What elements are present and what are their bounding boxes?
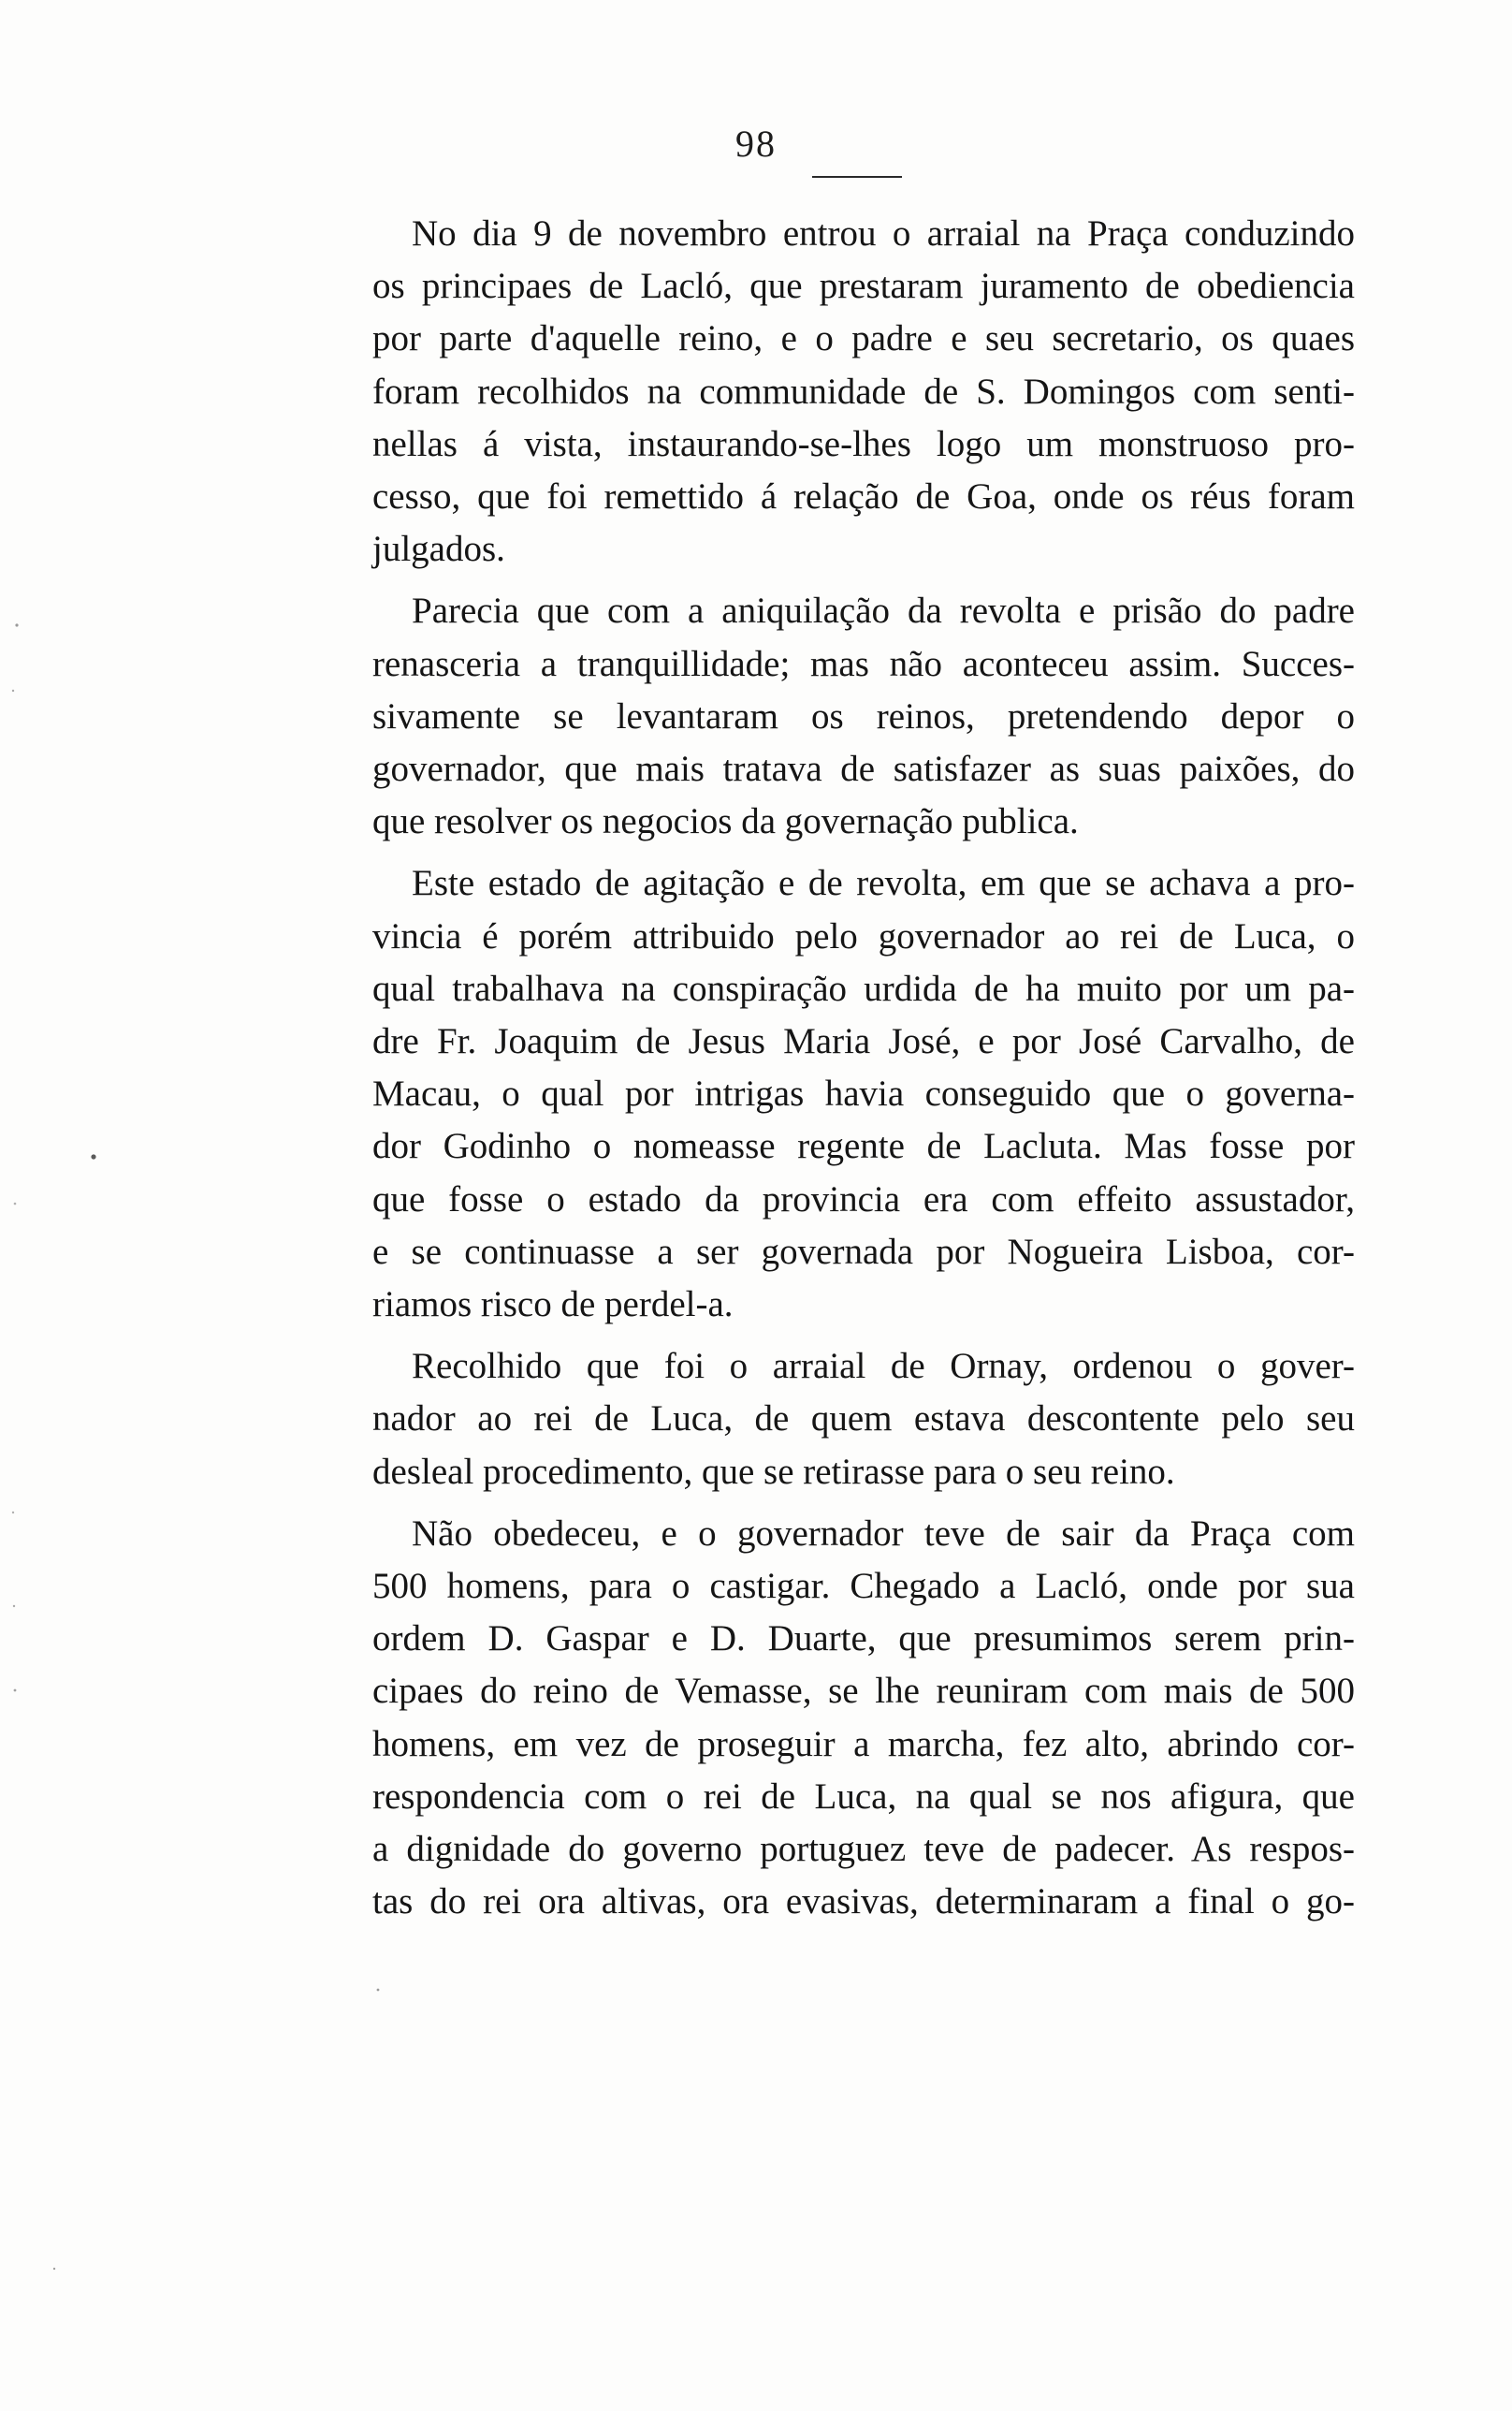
paragraph xyxy=(372,857,1355,1331)
text-line: Não obedeceu, e o governador teve de sair da Praça com xyxy=(412,1512,1355,1554)
text-line: desleal procedimento, que se retirasse para o seu reino. xyxy=(372,1451,1175,1492)
margin-speck xyxy=(15,623,18,626)
text-line: 500 homens, para o castigar. Chegado a Lacló, onde por sua xyxy=(372,1566,1355,1607)
margin-speck xyxy=(377,1989,380,1992)
text-line: No dia 9 de novembro entrou o arraial na Praça conduzindo xyxy=(412,213,1355,254)
margin-speck xyxy=(14,1203,17,1206)
text-line: sivamente se levantaram os reinos, pretendendo depor o xyxy=(372,695,1355,737)
margin-speck xyxy=(12,690,14,692)
page-number: 98 xyxy=(735,123,777,165)
text-line: cesso, que foi remettido á relação de Goa, onde os réus foram xyxy=(372,476,1355,518)
text-line: homens, em vez de proseguir a marcha, fez alto, abrindo cor- xyxy=(372,1723,1355,1764)
text-line: e se continuasse a ser governada por Nogueira Lisboa, cor- xyxy=(372,1231,1355,1272)
text-line: governador, que mais tratava de satisfazer as suas paixões, do xyxy=(372,749,1355,790)
paragraph xyxy=(372,1508,1355,1929)
text-line: Macau, o qual por intrigas havia conseguido que o governa- xyxy=(372,1074,1355,1115)
text-line: nador ao rei de Luca, de quem estava descontente pelo seu xyxy=(372,1398,1355,1439)
text-line: que resolver os negocios da governação publica. xyxy=(372,801,1079,842)
text-line: por parte d'aquelle reino, e o padre e seu secretario, os quaes xyxy=(372,318,1355,359)
text-line: que fosse o estado da provincia era com effeito assustador, xyxy=(372,1178,1355,1220)
text-line: os principaes de Lacló, que prestaram juramento de obediencia xyxy=(372,266,1355,307)
text-line: Recolhido que foi o arraial de Ornay, ordenou o gover- xyxy=(412,1346,1355,1387)
margin-speck xyxy=(91,1154,95,1159)
text-line: dor Godinho o nomeasse regente de Lacluta. Mas fosse por xyxy=(372,1126,1355,1167)
text-line: respondencia com o rei de Luca, na qual se nos afigura, que xyxy=(372,1775,1355,1817)
paragraph xyxy=(372,1340,1355,1498)
paragraph xyxy=(372,208,1355,576)
margin-speck xyxy=(53,2268,55,2270)
margin-speck xyxy=(12,1512,14,1513)
text-line: foram recolhidos na communidade de S. Domingos com senti- xyxy=(372,371,1355,412)
text-line: riamos risco de perdel-a. xyxy=(372,1284,734,1325)
text-line: ordem D. Gaspar e D. Duarte, que presumimos serem prin- xyxy=(372,1618,1355,1659)
text-line: dre Fr. Joaquim de Jesus Maria José, e por José Carvalho, de xyxy=(372,1021,1355,1062)
text-line: qual trabalhava na conspiração urdida de ha muito por um pa- xyxy=(372,968,1355,1009)
text-line: julgados. xyxy=(372,529,505,570)
text-line: a dignidade do governo portuguez teve de padecer. As respos- xyxy=(372,1829,1355,1870)
text-line: tas do rei ora altivas, ora evasivas, determinaram a final o go- xyxy=(372,1881,1355,1922)
text-line: vincia é porém attribuido pelo governador ao rei de Luca, o xyxy=(372,915,1355,957)
text-line: renasceria a tranquillidade; mas não aconteceu assim. Succes- xyxy=(372,643,1355,684)
margin-speck xyxy=(13,1605,15,1607)
paragraph xyxy=(372,585,1355,848)
text-line: nellas á vista, instaurando-se-lhes logo um monstruoso pro- xyxy=(372,423,1355,464)
margin-speck xyxy=(14,1689,17,1692)
body-text xyxy=(372,208,1355,1938)
page-number-underline xyxy=(812,176,902,178)
text-line: Este estado de agitação e de revolta, em que se achava a pro- xyxy=(412,863,1355,904)
text-line: cipaes do reino de Vemasse, se lhe reuniram com mais de 500 xyxy=(372,1671,1355,1712)
text-line: Parecia que com a aniquilação da revolta e prisão do padre xyxy=(412,591,1355,632)
